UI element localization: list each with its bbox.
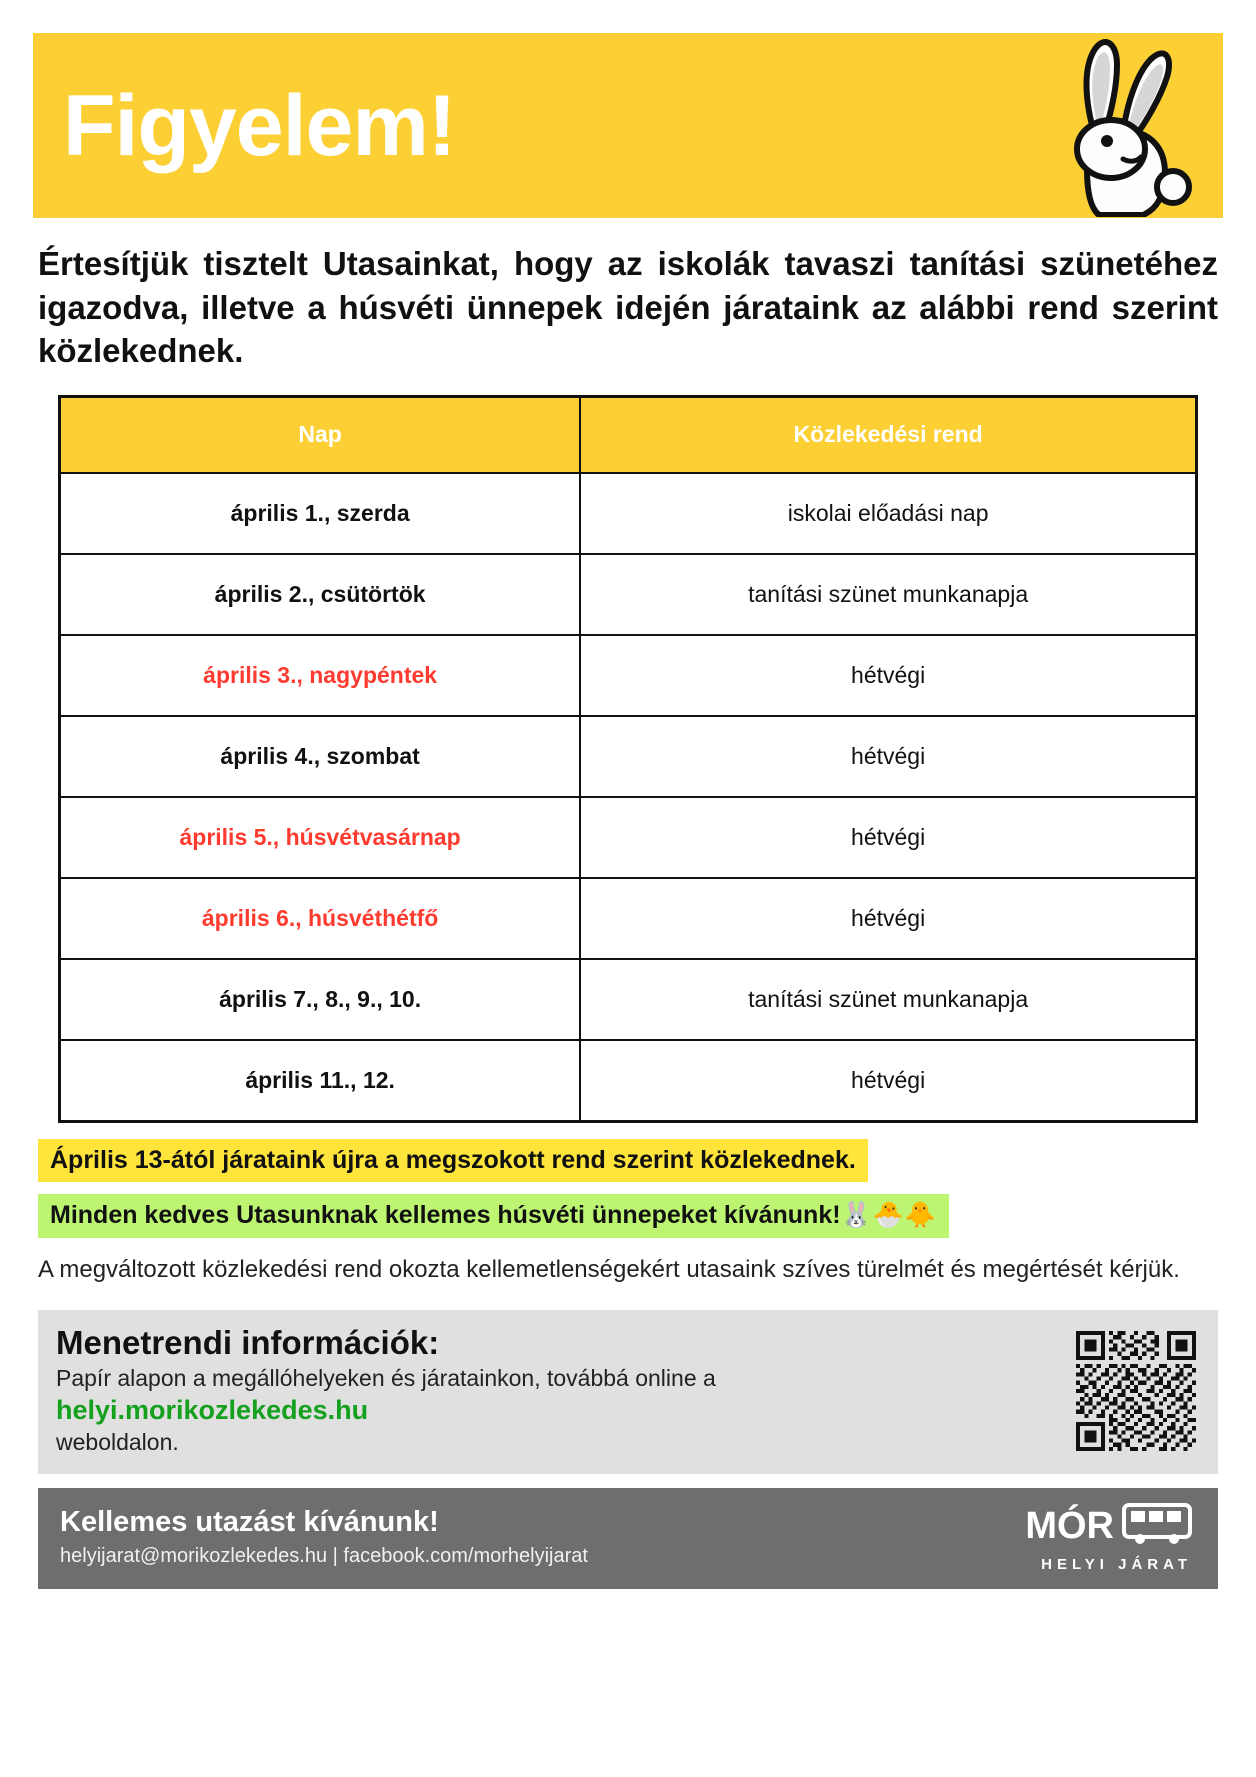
footer-heading: Kellemes utazást kívánunk! <box>60 1506 439 1539</box>
table-row <box>60 554 1197 635</box>
table-row <box>60 716 1197 797</box>
cell-mode: tanítási szünet munkanapja <box>580 959 1196 1040</box>
timetable-info-text <box>56 1324 716 1457</box>
cell-mode: hétvégi <box>580 1040 1196 1122</box>
schedule-table-wrapper <box>58 395 1198 1123</box>
company-logo <box>1025 1502 1192 1573</box>
schedule-table <box>58 395 1198 1123</box>
cell-day: április 1., szerda <box>60 473 581 554</box>
logo-name: MÓR <box>1025 1505 1114 1548</box>
cell-mode: hétvégi <box>580 716 1196 797</box>
table-row <box>60 878 1197 959</box>
cell-day: április 11., 12. <box>60 1040 581 1122</box>
cell-day: április 5., húsvétvasárnap <box>60 797 581 878</box>
cell-mode: hétvégi <box>580 878 1196 959</box>
logo-subtitle: HELYI JÁRAT <box>1041 1555 1192 1573</box>
cell-mode: iskolai előadási nap <box>580 473 1196 554</box>
website-link[interactable]: helyi.morikozlekedes.hu <box>56 1394 369 1425</box>
table-row <box>60 473 1197 554</box>
table-row <box>60 959 1197 1040</box>
footer-text <box>60 1505 588 1569</box>
qr-code-icon[interactable] <box>1076 1331 1196 1451</box>
info-heading: Menetrendi információk: <box>56 1324 440 1362</box>
bus-icon <box>1122 1502 1192 1551</box>
yellow-banner-row <box>38 1123 1218 1183</box>
apology-paragraph: A megváltozott közlekedési rend okozta kellemetlenségekért utasaink szíves türelmét és megértését kérjük. <box>38 1256 1180 1284</box>
table-header-row <box>60 396 1197 473</box>
cell-day: április 4., szombat <box>60 716 581 797</box>
table-row <box>60 797 1197 878</box>
column-header-mode: Közlekedési rend <box>580 396 1196 473</box>
rabbit-illustration-icon <box>1045 37 1205 217</box>
footer-contact-line: helyijarat@morikozlekedes.hu | facebook.com/morhelyijarat <box>60 1544 588 1567</box>
cell-day: április 6., húsvéthétfő <box>60 878 581 959</box>
column-header-day: Nap <box>60 396 581 473</box>
logo-top-row <box>1025 1502 1192 1551</box>
intro-paragraph: Értesítjük tisztelt Utasainkat, hogy az iskolák tavaszi tanítási szünetéhez igazodva, illetve a húsvéti ünnepek idején járataink az alábbi rend szerint közlekednek. <box>38 245 1218 370</box>
cell-mode: tanítási szünet munkanapja <box>580 554 1196 635</box>
easter-emoji-icon: 🐰🐣🐥 <box>840 1201 937 1230</box>
info-line-2: weboldalon. <box>56 1428 179 1455</box>
cell-mode: hétvégi <box>580 797 1196 878</box>
header-banner <box>33 33 1223 218</box>
greeting-banner <box>38 1194 949 1238</box>
info-line-1: Papír alapon a megállóhelyeken és járatainkon, továbbá online a <box>56 1364 716 1391</box>
cell-day: április 2., csütörtök <box>60 554 581 635</box>
table-row <box>60 1040 1197 1122</box>
greeting-text: Minden kedves Utasunknak kellemes húsvéti ünnepeket kívánunk! <box>50 1201 841 1230</box>
footer-bar <box>38 1488 1218 1589</box>
cell-mode: hétvégi <box>580 635 1196 716</box>
page-title: Figyelem! <box>63 77 456 174</box>
cell-day: április 3., nagypéntek <box>60 635 581 716</box>
cell-day: április 7., 8., 9., 10. <box>60 959 581 1040</box>
green-banner-row <box>38 1182 1218 1238</box>
resume-notice-banner: Április 13-ától járataink újra a megszokott rend szerint közlekednek. <box>38 1139 868 1183</box>
timetable-info-box <box>38 1310 1218 1473</box>
table-row <box>60 635 1197 716</box>
